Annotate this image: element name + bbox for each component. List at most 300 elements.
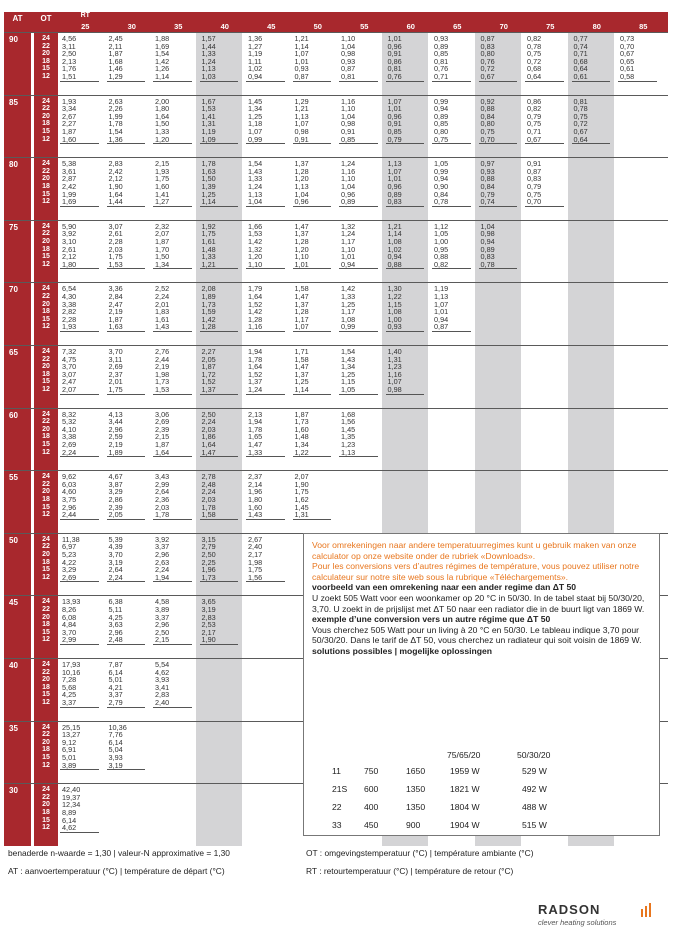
solutions-column-header: 50/30/20 [517, 750, 551, 760]
table-cell: 1,31 [387, 354, 402, 364]
at-value: 35 [9, 723, 18, 733]
table-cell: 2,24 [108, 572, 123, 582]
ot-value: 22 [42, 105, 50, 113]
table-cell: 1,78 [248, 424, 263, 434]
table-cell: 13,27 [62, 730, 81, 740]
ot-value: 24 [42, 285, 50, 293]
ot-value: 24 [42, 97, 50, 105]
cell-underline [246, 456, 285, 457]
example-nl-text: U zoekt 505 Watt voor een woonkamer op 20 °C in 50/30. In de tabel staat bij 50/30/20, 3,70. U zoekt in de prijslijst met ΔT 50 naar een radiator die in de buurt ligt van 1869 W. [312, 592, 645, 614]
at-value: 70 [9, 285, 18, 295]
table-cell: 1,07 [248, 126, 263, 136]
table-cell: 2,17 [201, 627, 216, 637]
table-cell: 1,45 [294, 502, 309, 512]
table-cell: 3,92 [62, 229, 77, 239]
table-cell: 1,93 [62, 322, 77, 332]
table-cell: 1,50 [155, 119, 170, 129]
table-cell: 2,25 [201, 557, 216, 567]
ot-value: 15 [42, 753, 50, 761]
table-cell: 0,93 [387, 322, 402, 332]
at-value: 40 [9, 661, 18, 670]
logo-tagline: clever heating solutions [538, 918, 617, 927]
table-cell: 0,93 [480, 166, 495, 176]
table-cell: 1,17 [294, 314, 309, 324]
logo-radiator-icon [641, 903, 653, 917]
table-cell: 2,82 [62, 307, 77, 317]
logo-name: RADSON [538, 902, 601, 917]
table-cell: 1,14 [155, 72, 170, 81]
table-cell: 1,35 [341, 432, 356, 442]
ot-value: 12 [42, 135, 50, 143]
table-cell: 2,63 [108, 96, 123, 106]
table-cell: 1,87 [201, 362, 216, 372]
solutions-cell: 450 [364, 820, 379, 830]
table-cell: 2,69 [62, 572, 77, 582]
solutions-cell: 33 [332, 820, 342, 830]
table-cell: 0,82 [527, 104, 542, 114]
cell-underline [339, 456, 378, 457]
table-cell: 2,96 [155, 620, 170, 630]
header-rt-value: 70 [499, 22, 508, 31]
table-cell: 4,30 [62, 291, 77, 301]
table-cell: 1,87 [62, 126, 77, 136]
table-cell: 0,91 [387, 49, 402, 59]
cell-underline [339, 143, 378, 144]
cell-underline [200, 581, 239, 582]
table-cell: 2,03 [108, 244, 123, 254]
cell-underline [60, 394, 99, 395]
table-cell: 4,56 [62, 34, 77, 43]
table-cell: 1,14 [387, 229, 402, 239]
table-cell: 0,61 [620, 64, 635, 74]
cell-underline [479, 143, 518, 144]
cell-underline [60, 331, 99, 332]
table-cell: 2,40 [155, 698, 170, 707]
table-cell: 1,45 [248, 96, 263, 106]
table-cell: 1,60 [155, 181, 170, 191]
solutions-cell: 515 W [522, 820, 547, 830]
table-cell: 2,47 [62, 377, 77, 387]
table-cell: 1,13 [201, 64, 216, 74]
cell-underline [293, 456, 332, 457]
table-cell: 2,96 [108, 627, 123, 637]
table-cell: 0,79 [387, 134, 402, 144]
table-cell: 3,37 [62, 698, 77, 707]
cell-underline [153, 644, 192, 645]
ot-value: 12 [42, 636, 50, 644]
table-cell: 0,85 [387, 126, 402, 136]
table-cell: 0,89 [480, 244, 495, 254]
header-rt-value: 75 [546, 22, 555, 31]
table-cell: 1,54 [248, 159, 263, 169]
at-value: 45 [9, 598, 18, 608]
table-cell: 1,36 [108, 134, 123, 144]
ot-value: 22 [42, 418, 50, 426]
table-cell: 1,64 [248, 291, 263, 301]
table-cell: 1,68 [108, 56, 123, 66]
table-cell: 1,10 [341, 174, 356, 184]
table-cell: 8,89 [62, 807, 77, 817]
table-cell: 1,47 [294, 291, 309, 301]
table-cell: 1,93 [62, 96, 77, 106]
table-cell: 1,73 [201, 572, 216, 582]
at-block [4, 220, 668, 283]
table-cell: 0,88 [434, 252, 449, 262]
ot-value: 12 [42, 448, 50, 456]
table-cell: 1,21 [294, 34, 309, 43]
table-cell: 1,01 [294, 259, 309, 269]
table-cell: 3,19 [108, 557, 123, 567]
table-cell: 0,81 [573, 96, 588, 106]
table-cell: 4,22 [62, 557, 77, 567]
table-cell: 0,75 [527, 119, 542, 129]
table-cell: 1,46 [108, 64, 123, 74]
table-cell: 1,75 [294, 487, 309, 497]
rt-legend: RT : retourtemperatuur (°C) | température de retour (°C) [306, 866, 514, 876]
cell-underline [246, 331, 285, 332]
table-cell: 1,28 [294, 307, 309, 317]
table-cell: 3,89 [62, 760, 77, 770]
cell-underline [525, 143, 564, 144]
table-cell: 5,68 [62, 682, 77, 692]
table-cell: 2,19 [108, 307, 123, 317]
table-cell: 1,25 [341, 369, 356, 379]
table-cell: 3,06 [155, 409, 170, 419]
table-cell: 13,93 [62, 597, 81, 607]
solutions-cell: 492 W [522, 784, 547, 794]
table-cell: 1,72 [201, 369, 216, 379]
cell-underline [60, 143, 99, 144]
table-cell: 1,40 [387, 347, 402, 356]
table-cell: 1,43 [341, 354, 356, 364]
table-cell: 0,68 [573, 56, 588, 66]
ot-value: 15 [42, 440, 50, 448]
table-cell: 0,75 [527, 189, 542, 199]
table-cell: 0,93 [341, 56, 356, 66]
table-cell: 0,92 [480, 96, 495, 106]
table-cell: 1,01 [341, 252, 356, 262]
table-cell: 0,83 [527, 174, 542, 184]
table-cell: 1,19 [248, 49, 263, 59]
table-cell: 9,62 [62, 472, 77, 482]
cell-underline [293, 81, 332, 82]
at-legend: AT : aanvoertemperatuur (°C) | température de départ (°C) [8, 866, 225, 876]
table-cell: 1,37 [201, 385, 216, 394]
table-cell: 1,18 [248, 119, 263, 129]
ot-value: 20 [42, 363, 50, 371]
table-cell: 0,97 [480, 159, 495, 169]
header-at: AT [12, 14, 23, 23]
cell-underline [60, 206, 99, 207]
cell-underline [200, 81, 239, 82]
table-cell: 1,78 [201, 159, 216, 169]
table-cell: 1,64 [108, 189, 123, 199]
cell-underline [60, 519, 99, 520]
table-cell: 1,19 [201, 126, 216, 136]
cell-underline [246, 206, 285, 207]
table-cell: 1,54 [108, 126, 123, 136]
ot-value: 22 [42, 543, 50, 551]
table-cell: 2,69 [62, 439, 77, 449]
table-cell: 2,61 [62, 244, 77, 254]
table-cell: 1,24 [341, 159, 356, 169]
table-cell: 3,75 [62, 494, 77, 504]
table-cell: 1,24 [201, 56, 216, 66]
table-cell: 2,19 [108, 439, 123, 449]
solutions-column-header: 75/65/20 [447, 750, 481, 760]
table-cell: 1,31 [201, 119, 216, 129]
table-cell: 0,67 [573, 126, 588, 136]
table-cell: 1,05 [341, 385, 356, 394]
ot-value: 15 [42, 816, 50, 824]
table-cell: 0,91 [341, 126, 356, 136]
cell-underline [339, 268, 378, 269]
table-cell: 1,04 [248, 197, 263, 207]
table-cell: 2,64 [108, 565, 123, 575]
table-cell: 0,81 [341, 72, 356, 81]
cell-underline [153, 581, 192, 582]
table-cell: 1,99 [62, 189, 77, 199]
table-cell: 1,03 [201, 72, 216, 81]
table-cell: 4,62 [155, 667, 170, 677]
cell-underline [153, 206, 192, 207]
ot-value: 24 [42, 348, 50, 355]
table-cell: 1,04 [480, 221, 495, 231]
table-cell: 17,93 [62, 660, 81, 669]
solutions-cell: 1904 W [450, 820, 480, 830]
table-cell: 2,99 [62, 635, 77, 645]
ot-value: 12 [42, 323, 50, 331]
cell-underline [479, 206, 518, 207]
table-cell: 2,15 [155, 159, 170, 169]
header-rt-value: 35 [174, 22, 183, 31]
table-cell: 2,05 [108, 510, 123, 520]
example-nl-title: voorbeeld van een omrekening naar een ander regime dan ΔT 50 [312, 582, 577, 593]
table-cell: 1,02 [248, 64, 263, 74]
table-cell: 1,33 [155, 126, 170, 136]
table-cell: 7,76 [108, 730, 123, 740]
table-cell: 0,78 [527, 41, 542, 51]
table-cell: 0,86 [387, 56, 402, 66]
table-cell: 1,33 [201, 252, 216, 262]
table-cell: 1,42 [248, 236, 263, 246]
table-cell: 1,75 [155, 174, 170, 184]
at-block [4, 408, 668, 471]
table-cell: 1,27 [248, 41, 263, 51]
table-cell: 1,73 [201, 299, 216, 309]
table-cell: 2,96 [155, 549, 170, 559]
table-cell: 3,37 [108, 690, 123, 700]
table-cell: 5,39 [108, 534, 123, 544]
table-cell: 1,98 [248, 557, 263, 567]
ot-value: 15 [42, 65, 50, 73]
ot-value: 20 [42, 300, 50, 308]
ot-value: 18 [42, 558, 50, 566]
table-cell: 1,78 [155, 510, 170, 520]
table-cell: 0,71 [527, 126, 542, 136]
note-box [303, 533, 660, 836]
table-cell: 2,07 [62, 385, 77, 394]
table-cell: 1,89 [108, 447, 123, 457]
table-cell: 2,79 [108, 698, 123, 707]
table-cell: 4,58 [155, 597, 170, 607]
cell-underline [60, 268, 99, 269]
solutions-cell: 1804 W [450, 802, 480, 812]
table-cell: 1,33 [341, 291, 356, 301]
cell-underline [525, 81, 564, 82]
table-cell: 2,96 [62, 502, 77, 512]
ot-value: 18 [42, 495, 50, 503]
table-cell: 1,15 [387, 299, 402, 309]
table-cell: 1,34 [294, 439, 309, 449]
table-cell: 1,99 [108, 111, 123, 121]
cell-underline [293, 268, 332, 269]
table-cell: 1,21 [294, 104, 309, 114]
table-cell: 1,09 [201, 134, 216, 144]
table-cell: 1,29 [108, 72, 123, 81]
table-cell: 1,24 [248, 385, 263, 394]
table-cell: 2,03 [155, 502, 170, 512]
cell-underline [60, 707, 99, 708]
table-cell: 0,75 [527, 49, 542, 59]
table-cell: 1,08 [387, 307, 402, 317]
table-cell: 0,91 [527, 159, 542, 169]
ot-value: 18 [42, 621, 50, 629]
table-cell: 1,30 [387, 284, 402, 294]
table-cell: 1,94 [248, 347, 263, 356]
table-cell: 1,00 [434, 236, 449, 246]
table-cell: 1,28 [201, 322, 216, 332]
table-cell: 1,21 [201, 259, 216, 269]
table-cell: 2,48 [108, 635, 123, 645]
table-cell: 0,79 [480, 189, 495, 199]
table-cell: 0,98 [341, 49, 356, 59]
table-cell: 0,90 [434, 181, 449, 191]
cell-underline [153, 707, 192, 708]
table-cell: 4,25 [62, 690, 77, 700]
table-cell: 1,16 [341, 96, 356, 106]
table-cell: 1,37 [294, 229, 309, 239]
table-cell: 1,98 [155, 369, 170, 379]
table-cell: 1,67 [201, 96, 216, 106]
table-cell: 0,94 [434, 104, 449, 114]
ot-value: 12 [42, 386, 50, 393]
at-value: 60 [9, 410, 18, 420]
solutions-cell: 488 W [522, 802, 547, 812]
table-cell: 1,00 [387, 314, 402, 324]
ot-value: 20 [42, 613, 50, 621]
table-cell: 1,87 [294, 409, 309, 419]
header-rt-value: 80 [592, 22, 601, 31]
table-cell: 1,42 [201, 314, 216, 324]
table-cell: 0,87 [294, 72, 309, 81]
table-cell: 2,17 [248, 549, 263, 559]
table-cell: 3,93 [155, 675, 170, 685]
table-cell: 2,26 [108, 104, 123, 114]
header-rt-value: 45 [267, 22, 276, 31]
table-cell: 2,24 [201, 417, 216, 427]
table-cell: 1,42 [248, 307, 263, 317]
table-cell: 1,04 [341, 111, 356, 121]
table-cell: 1,92 [201, 221, 216, 231]
ot-value: 22 [42, 292, 50, 300]
ot-value: 15 [42, 315, 50, 323]
table-cell: 2,76 [155, 347, 170, 356]
table-cell: 1,32 [341, 221, 356, 231]
table-cell: 5,01 [62, 752, 77, 762]
table-cell: 1,96 [248, 487, 263, 497]
table-cell: 1,20 [155, 134, 170, 144]
table-cell: 2,79 [201, 542, 216, 552]
ot-value: 24 [42, 723, 50, 731]
cell-underline [386, 268, 425, 269]
table-cell: 0,99 [434, 166, 449, 176]
cell-underline [153, 394, 192, 395]
table-cell: 2,13 [62, 56, 77, 66]
cell-underline [107, 206, 146, 207]
table-cell: 2,87 [62, 174, 77, 184]
table-cell: 0,76 [434, 64, 449, 74]
table-cell: 1,07 [294, 49, 309, 59]
table-cell: 0,93 [294, 64, 309, 74]
table-cell: 2,37 [108, 369, 123, 379]
table-cell: 1,45 [341, 424, 356, 434]
table-cell: 1,12 [434, 221, 449, 231]
ot-value: 22 [42, 793, 50, 801]
table-cell: 1,14 [201, 197, 216, 207]
table-cell: 0,61 [573, 72, 588, 81]
table-cell: 6,08 [62, 612, 77, 622]
table-cell: 1,64 [155, 111, 170, 121]
ot-value: 12 [42, 260, 50, 268]
ot-value: 18 [42, 808, 50, 816]
table-cell: 3,10 [62, 236, 77, 246]
ot-value: 22 [42, 42, 50, 50]
table-cell: 1,32 [248, 244, 263, 254]
header-rt-value: 60 [406, 22, 415, 31]
table-cell: 1,25 [294, 377, 309, 387]
ot-value: 18 [42, 683, 50, 691]
table-cell: 3,61 [62, 166, 77, 176]
table-cell: 0,70 [527, 197, 542, 207]
table-cell: 1,76 [62, 64, 77, 74]
cell-underline [153, 143, 192, 144]
table-cell: 0,74 [573, 41, 588, 51]
table-cell: 1,29 [294, 96, 309, 106]
table-cell: 1,88 [155, 34, 170, 43]
ot-legend: OT : omgevingstemperatuur (°C) | température ambiante (°C) [306, 848, 534, 858]
ot-value: 15 [42, 503, 50, 511]
table-cell: 1,90 [294, 479, 309, 489]
ot-value: 20 [42, 237, 50, 245]
solutions-cell: 1350 [406, 802, 426, 812]
table-cell: 1,01 [387, 174, 402, 184]
table-cell: 1,78 [108, 119, 123, 129]
cell-underline [107, 394, 146, 395]
table-cell: 6,14 [62, 815, 77, 825]
cell-underline [153, 331, 192, 332]
ot-value: 22 [42, 480, 50, 488]
cell-underline [339, 206, 378, 207]
table-cell: 0,75 [434, 134, 449, 144]
cell-underline [246, 268, 285, 269]
cell-underline [432, 81, 471, 82]
table-cell: 1,01 [387, 34, 402, 43]
cell-underline [432, 268, 471, 269]
table-cell: 1,34 [341, 362, 356, 372]
ot-value: 22 [42, 230, 50, 238]
table-cell: 2,12 [108, 174, 123, 184]
